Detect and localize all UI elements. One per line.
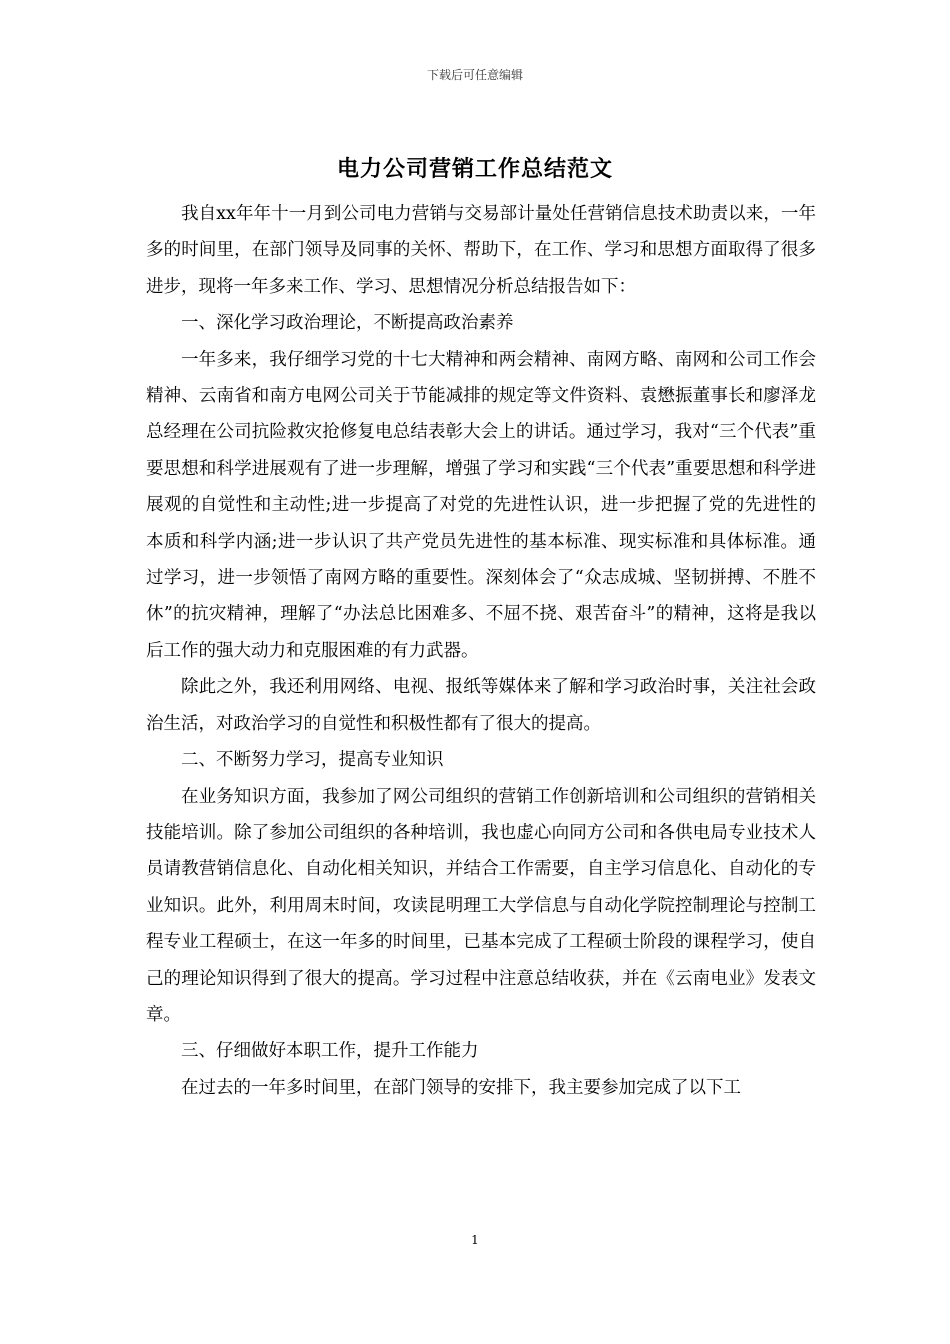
paragraph-politics-media: 除此之外，我还利用网络、电视、报纸等媒体来了解和学习政治时事，关注社会政治生活，对政治学习的自觉性和积极性都有了很大的提高。 [146, 677, 816, 734]
paragraph-intro: 我自xx年年十一月到公司电力营销与交易部计量处任营销信息技术助责以来，一年多的时间里，在部门领导及同事的关怀、帮助下，在工作、学习和思想方面取得了很多进步，现将一年多来工作、学习、思想情况分析总结报告如下： [146, 204, 816, 297]
section-heading-1: 一、深化学习政治理论，不断提高政治素养 [181, 313, 514, 334]
paragraph-professional-study: 在业务知识方面，我参加了网公司组织的营销工作创新培训和公司组织的营销相关技能培训。除了参加公司组织的各种培训，我也虚心向同方公司和各供电局专业技术人员请教营销信息化、自动化相关知识，并结合工作需要，自主学习信息化、自动化的专业知识。此外，利用周末时间，攻读昆明理工大学信息与自动化学院控制理论与控制工程专业工程硕士，在这一年多的时间里，已基本完成了工程硕士阶段的课程学习，使自己的理论知识得到了很大的提高。学习过程中注意总结收获，并在《云南电业》发表文章。 [146, 786, 816, 1025]
paragraph-work-intro: 在过去的一年多时间里，在部门领导的安排下，我主要参加完成了以下工 [181, 1077, 741, 1098]
section-heading-2: 二、不断努力学习，提高专业知识 [181, 750, 444, 771]
header-note: 下载后可任意编辑 [426, 68, 523, 82]
paragraph-politics-study: 一年多来，我仔细学习党的十七大精神和两会精神、南网方略、南网和公司工作会精神、云南省和南方电网公司关于节能减排的规定等文件资料、袁懋振董事长和廖泽龙总经理在公司抗险救灾抢修复电总结表彰大会上的讲话。通过学习，我对“三个代表”重要思想和科学进展观有了进一步理解，增强了学习和实践“三个代表”重要思想和科学进展观的自觉性和主动性;进一步提高了对党的先进性认识，进一步把握了党的先进性的本质和科学内涵;进一步认识了共产党员先进性的基本标准、现实标准和具体标准。通过学习，进一步领悟了南网方略的重要性。深刻体会了“众志成城、坚韧拼搏、不胜不休”的抗灾精神，理解了“办法总比困难多、不屈不挠、艰苦奋斗”的精神，这将是我以后工作的强大动力和克服困难的有力武器。 [146, 349, 816, 661]
page-number: 1 [471, 1233, 479, 1247]
document-body [146, 196, 816, 1106]
document-title: 电力公司营销工作总结范文 [336, 156, 613, 182]
section-heading-3: 三、仔细做好本职工作，提升工作能力 [181, 1041, 479, 1062]
